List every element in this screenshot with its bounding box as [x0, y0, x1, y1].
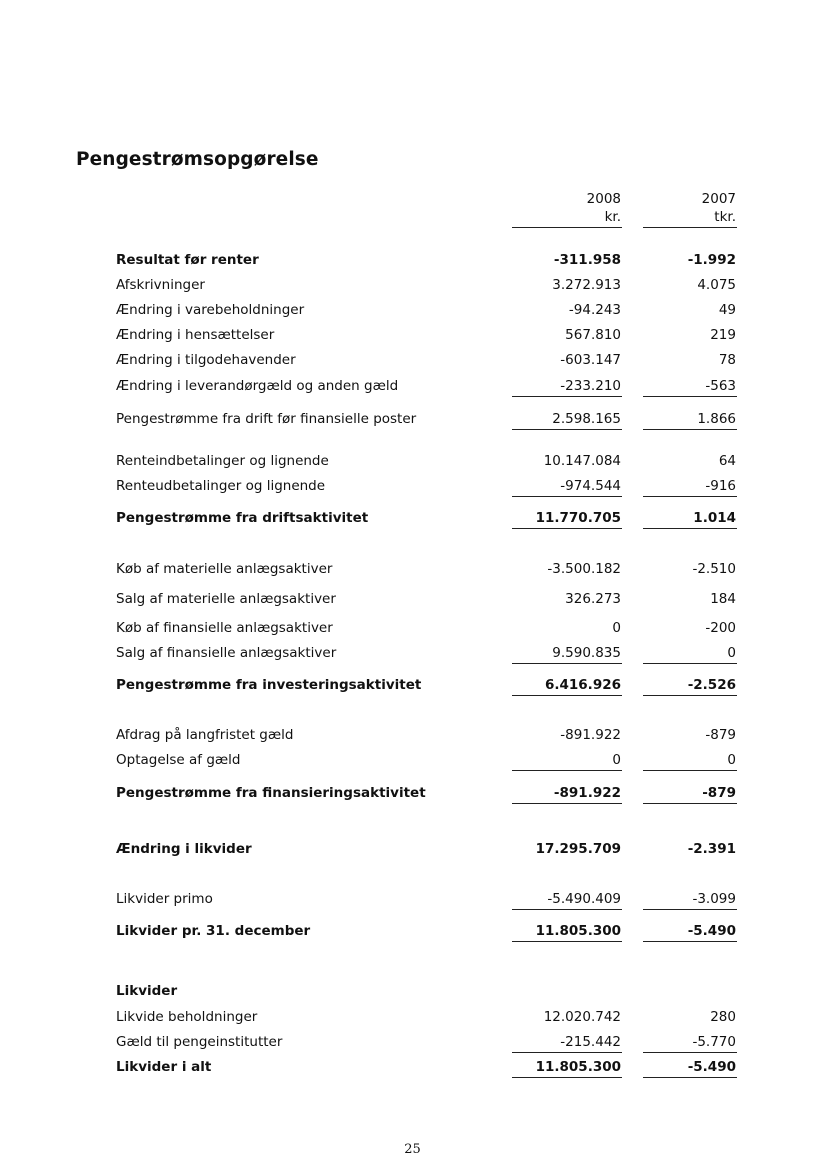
underline-rule-2007 — [643, 396, 737, 397]
value-2007: -5.770 — [692, 1034, 736, 1050]
column-year: 2008 — [586, 191, 621, 207]
value-2007: -2.391 — [687, 841, 736, 857]
value-2008: 326.273 — [565, 591, 621, 607]
underline-rule-2007 — [643, 1077, 737, 1078]
value-2007: 78 — [718, 352, 736, 368]
value-2008: -233.210 — [560, 378, 621, 394]
value-2007: 1.866 — [697, 411, 736, 427]
value-2008: 12.020.742 — [543, 1009, 621, 1025]
value-2007: -200 — [705, 620, 736, 636]
value-2007: -2.510 — [692, 561, 736, 577]
value-2007: -5.490 — [687, 1059, 736, 1075]
row-label: Likvider i alt — [116, 1059, 212, 1075]
column-unit: kr. — [604, 209, 621, 225]
row-label: Pengestrømme fra drift før finansielle poster — [116, 411, 417, 427]
value-2008: 11.805.300 — [535, 923, 621, 939]
row-label: Likvider — [116, 983, 178, 999]
row-label: Pengestrømme fra finansieringsaktivitet — [116, 785, 426, 801]
value-2007: -1.992 — [687, 252, 736, 268]
value-2007: 219 — [710, 327, 736, 343]
value-2007: -916 — [705, 478, 736, 494]
underline-rule-2007 — [643, 941, 737, 942]
value-2007: 184 — [710, 591, 736, 607]
value-2008: -5.490.409 — [547, 891, 621, 907]
row-label: Renteudbetalinger og lignende — [116, 478, 326, 494]
row-label: Køb af finansielle anlægsaktiver — [116, 620, 333, 636]
underline-rule-2007 — [643, 770, 737, 771]
row-label: Afskrivninger — [116, 277, 205, 293]
underline-rule-2007 — [643, 496, 737, 497]
row-label: Ændring i likvider — [116, 841, 252, 857]
column-header-2007 — [702, 190, 736, 226]
row-label: Afdrag på langfristet gæld — [116, 727, 294, 743]
value-2008: 0 — [612, 620, 621, 636]
header-rule-2008 — [512, 227, 622, 228]
value-2008: -891.922 — [553, 785, 621, 801]
column-unit: tkr. — [714, 209, 736, 225]
column-header-2008 — [587, 190, 621, 226]
value-2008: 6.416.926 — [544, 677, 621, 693]
value-2007: -879 — [702, 785, 736, 801]
underline-rule-2007 — [643, 528, 737, 529]
value-2008: 0 — [612, 752, 621, 768]
underline-rule-2007 — [643, 663, 737, 664]
underline-rule-2007 — [643, 1052, 737, 1053]
value-2008: -891.922 — [560, 727, 621, 743]
value-2008: 11.805.300 — [535, 1059, 621, 1075]
row-label: Renteindbetalinger og lignende — [116, 453, 329, 469]
underline-rule-2008 — [512, 1052, 622, 1053]
page-number: 25 — [404, 1142, 421, 1157]
value-2008: 17.295.709 — [535, 841, 621, 857]
row-label: Ændring i varebeholdninger — [116, 302, 305, 318]
underline-rule-2007 — [643, 909, 737, 910]
row-label: Likvide beholdninger — [116, 1009, 258, 1025]
value-2008: -215.442 — [560, 1034, 621, 1050]
value-2007: -3.099 — [692, 891, 736, 907]
value-2008: 3.272.913 — [552, 277, 621, 293]
underline-rule-2008 — [512, 496, 622, 497]
value-2008: 567.810 — [565, 327, 621, 343]
value-2008: 10.147.084 — [543, 453, 621, 469]
value-2007: 280 — [710, 1009, 736, 1025]
row-label: Gæld til pengeinstitutter — [116, 1034, 283, 1050]
underline-rule-2008 — [512, 770, 622, 771]
underline-rule-2008 — [512, 695, 622, 696]
value-2008: 2.598.165 — [552, 411, 621, 427]
row-label: Ændring i leverandørgæld og anden gæld — [116, 378, 399, 394]
value-2007: -563 — [705, 378, 736, 394]
row-label: Pengestrømme fra driftsaktivitet — [116, 510, 369, 526]
header-rule-2007 — [643, 227, 737, 228]
value-2008: 9.590.835 — [552, 645, 621, 661]
underline-rule-2007 — [643, 695, 737, 696]
value-2007: 0 — [727, 645, 736, 661]
value-2008: 11.770.705 — [535, 510, 621, 526]
underline-rule-2007 — [643, 429, 737, 430]
row-label: Ændring i tilgodehavender — [116, 352, 296, 368]
underline-rule-2008 — [512, 528, 622, 529]
row-label: Ændring i hensættelser — [116, 327, 275, 343]
row-label: Optagelse af gæld — [116, 752, 241, 768]
value-2007: -5.490 — [687, 923, 736, 939]
underline-rule-2008 — [512, 941, 622, 942]
row-label: Køb af materielle anlægsaktiver — [116, 561, 333, 577]
column-year: 2007 — [701, 191, 736, 207]
value-2008: -94.243 — [568, 302, 621, 318]
row-label: Salg af finansielle anlægsaktiver — [116, 645, 337, 661]
row-label: Likvider pr. 31. december — [116, 923, 311, 939]
underline-rule-2008 — [512, 909, 622, 910]
value-2007: -879 — [705, 727, 736, 743]
value-2007: 1.014 — [693, 510, 736, 526]
value-2007: 4.075 — [697, 277, 736, 293]
value-2008: -311.958 — [553, 252, 621, 268]
underline-rule-2007 — [643, 803, 737, 804]
underline-rule-2008 — [512, 396, 622, 397]
row-label: Resultat før renter — [116, 252, 259, 268]
value-2007: 0 — [727, 752, 736, 768]
page-title: Pengestrømsopgørelse — [76, 149, 319, 170]
value-2008: -603.147 — [560, 352, 621, 368]
row-label: Likvider primo — [116, 891, 213, 907]
underline-rule-2008 — [512, 429, 622, 430]
value-2008: -3.500.182 — [547, 561, 621, 577]
underline-rule-2008 — [512, 663, 622, 664]
value-2007: -2.526 — [687, 677, 736, 693]
row-label: Salg af materielle anlægsaktiver — [116, 591, 336, 607]
row-label: Pengestrømme fra investeringsaktivitet — [116, 677, 422, 693]
underline-rule-2008 — [512, 803, 622, 804]
value-2008: -974.544 — [560, 478, 621, 494]
value-2007: 64 — [718, 453, 736, 469]
value-2007: 49 — [718, 302, 736, 318]
underline-rule-2008 — [512, 1077, 622, 1078]
